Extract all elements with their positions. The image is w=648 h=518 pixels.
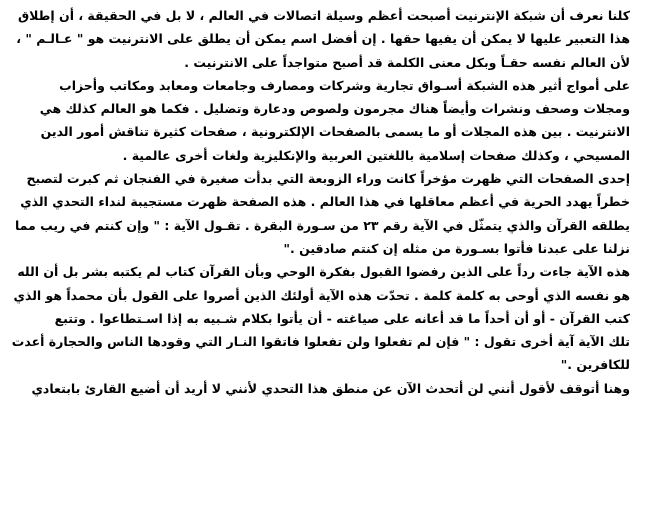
text-line-4: على أمواج أثير هذه الشبكة أسـواق تجارية وشركات ومصارف وجامعات ومعابد ومكاتب وأحزاب: [59, 77, 630, 93]
text-line-11: نزلنا على عبدنا فأتوا بسـورة من مثله إن كنتم صادقين .": [283, 240, 630, 256]
text-line-8: إحدى الصفحات التي ظهرت مؤخراً كانت وراء الزوبعة التي بدأت صغيرة في الفنجان ثم كبرت لتصبح: [26, 171, 630, 187]
text-line-1: كلنا نعرف أن شبكة الإنترنيت أصبحت أعظم وسيلة اتصالات في العالم ، لا بل في الحقيقة ، أن إطلاق: [17, 8, 630, 23]
text-line-10: يطلقه القرآن والذي يتمثّل في الآية رقم ٢٣ من سـورة البقرة . تقـول الآية : " وإن كنتم في ريب مما: [14, 217, 630, 233]
text-line-6: الانترنيت . بين هذه المجلات أو ما يسمى بالصفحات الإلكترونية ، صفحات كثيرة تناقش أمور الدين: [40, 124, 630, 140]
text-line-12: هذه الآية جاءت رداً على الذين رفضوا القبول بفكرة الوحي وبأن القرآن كتاب لم يكتبه بشر بل أن الله: [17, 264, 630, 280]
text-line-9: خطراً يهدد الحرية في أعظم معاقلها في هذا العالم . هذه الصفحة ظهرت مستجيبة لنداء التحدي الذي: [20, 194, 630, 210]
text-line-17: وهنا أتوقف لأقول أنني لن أتحدث الآن عن منطق هذا التحدي لأنني لا أريد أن أضيع القارئ بابتعادي: [31, 380, 630, 396]
text-line-2: هذا التعبير عليها لا يمكن أن يفيها حقها . إن أفضل اسم يمكن أن يطلق على الانترنيت هو " عـالـم " ،: [16, 31, 630, 47]
text-line-15: تلك الآية آية أخرى تقول : " فإن لم تفعلوا ولن تفعلوا فاتقوا النـار التي وقودها الناس والحجارة أعدت: [11, 334, 630, 350]
text-line-5: ومجلات وصحف ونشرات وأيضاً هناك مجرمون ولصوص ودعارة وتضليل . فكما هو العالم كذلك هي: [39, 101, 630, 117]
text-line-16: للكافرين .": [560, 357, 630, 373]
text-line-13: هو نفسه الذي أوحى به كلمة كلمة . تحدّت هذه الآية أولئك الذين أصروا على القول بأن محمداً هو الذي: [13, 287, 630, 303]
text-line-14: كتب القرآن - أو أن أحداً ما قد أعانه على صياغته - أن يأتوا بكلام شـبيه به إذا اسـتطاعوا . وتتبع: [54, 310, 630, 326]
text-line-3: لأن العالم نفسه حقـاً وبكل معنى الكلمة قد أصبح متواجداً على الانترنيت .: [184, 54, 630, 70]
text-line-7: المسيحي ، وكذلك صفحات إسلامية باللغتين العربية والإنكليزية ولغات أخرى عالمية .: [122, 147, 630, 163]
arabic-text-body: [11, 4, 630, 400]
